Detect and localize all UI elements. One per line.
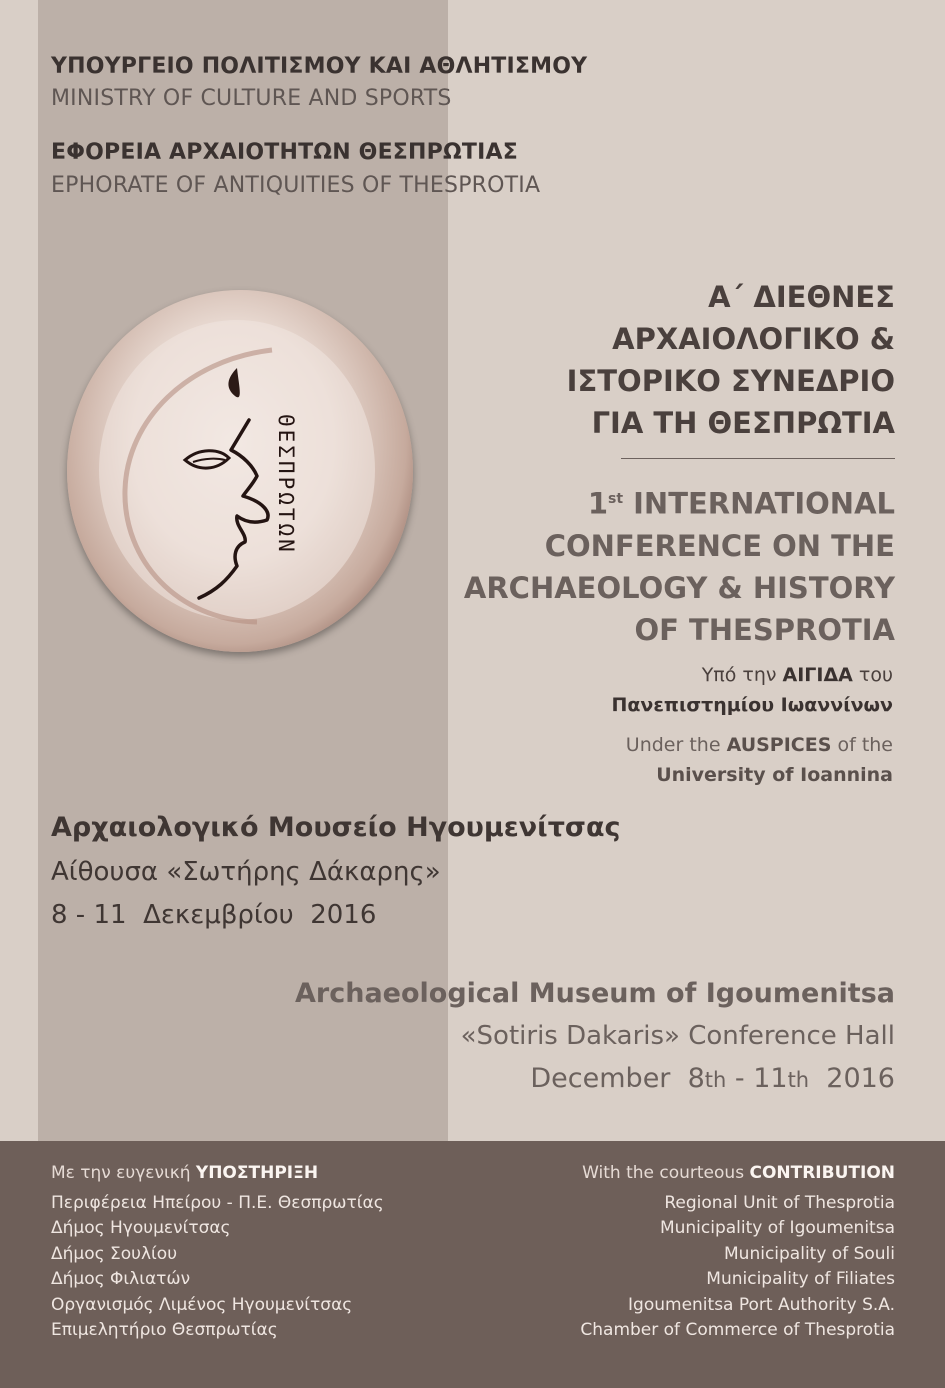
title-en-line: 1st INTERNATIONAL: [587, 486, 895, 521]
ephorate-title-gr: ΕΦΟΡΕΙΑ ΑΡΧΑΙΟΤΗΤΩΝ ΘΕΣΠΡΩΤΙΑΣ: [51, 140, 518, 165]
conference-title-en: [464, 478, 895, 651]
ministry-title-en: MINISTRY OF CULTURE AND SPORTS: [51, 86, 452, 111]
ephorate-title-en: EPHORATE OF ANTIQUITIES OF THESPROTIA: [51, 173, 541, 198]
sponsor-item: Περιφέρεια Ηπείρου - Π.Ε. Θεσπρωτίας: [51, 1192, 384, 1213]
divider: [621, 458, 895, 459]
sponsor-item: Chamber of Commerce of Thesprotia: [580, 1320, 895, 1340]
venue-dates-en: December 8th - 11th 2016: [530, 1063, 895, 1094]
venue-hall-en: «Sotiris Dakaris» Conference Hall: [460, 1021, 895, 1051]
title-gr-line: ΑΡΧΑΙΟΛΟΓΙΚΟ &: [612, 322, 895, 356]
conference-title-gr: [567, 276, 895, 444]
sponsors-heading-gr: Με την ευγενική ΥΠΟΣΤΗΡΙΞΗ: [51, 1163, 319, 1183]
sponsor-item: Municipality of Souli: [724, 1243, 895, 1264]
venue-hall-gr: Αίθουσα «Σωτήρης Δάκαρης»: [51, 857, 441, 887]
sponsors-list-gr: [51, 1161, 384, 1344]
sponsor-item: Municipality of Igoumenitsa: [659, 1218, 895, 1238]
title-en-line: OF THESPROTIA: [634, 612, 895, 647]
ministry-title-gr: ΥΠΟΥΡΓΕΙΟ ΠΟΛΙΤΙΣΜΟΥ ΚΑΙ ΑΘΛΗΤΙΣΜΟΥ: [51, 54, 588, 79]
auspices-en: Under the AUSPICES of the University of Ioannina: [625, 734, 893, 786]
ancient-coin-profile-icon: [67, 290, 413, 652]
coin-inscription: ΘΕΣΠΡΩΤΩΝ: [274, 414, 298, 555]
sponsor-item: Οργανισμός Λιμένος Ηγουμενίτσας: [51, 1294, 353, 1315]
sponsor-item: Επιμελητήριο Θεσπρωτίας: [51, 1320, 278, 1340]
title-gr-line: Α΄ ΔΙΕΘΝΕΣ: [708, 280, 895, 314]
sponsor-item: Igoumenitsa Port Authority S.A.: [628, 1294, 895, 1315]
venue-museum-gr: Αρχαιολογικό Μουσείο Ηγουμενίτσας: [51, 812, 621, 843]
sponsor-item: Δήμος Φιλιατών: [51, 1269, 191, 1289]
title-gr-line: ΙΣΤΟΡΙΚΟ ΣΥΝΕΔΡΙΟ: [566, 364, 895, 398]
sponsors-heading-en: With the courteous CONTRIBUTION: [582, 1163, 895, 1183]
sponsors-list-en: [580, 1161, 895, 1344]
sponsor-item: Regional Unit of Thesprotia: [664, 1192, 895, 1213]
auspices-gr: Υπό την ΑΙΓΙΔΑ του Πανεπιστημίου Ιωαννίνων: [611, 664, 893, 716]
title-en-line: CONFERENCE ON THE: [544, 528, 895, 563]
sponsors-footer: [0, 1141, 945, 1388]
venue-dates-gr: 8 - 11 Δεκεμβρίου 2016: [51, 900, 377, 930]
sponsor-item: Δήμος Ηγουμενίτσας: [51, 1218, 231, 1238]
sponsor-item: Municipality of Filiates: [706, 1269, 895, 1289]
title-gr-line: ΓΙΑ ΤΗ ΘΕΣΠΡΩΤΙΑ: [591, 406, 895, 440]
venue-museum-en: Archaeological Museum of Igoumenitsa: [295, 978, 895, 1009]
title-en-line: ARCHAEOLOGY & HISTORY: [463, 570, 895, 605]
sponsor-item: Δήμος Σουλίου: [51, 1243, 178, 1264]
